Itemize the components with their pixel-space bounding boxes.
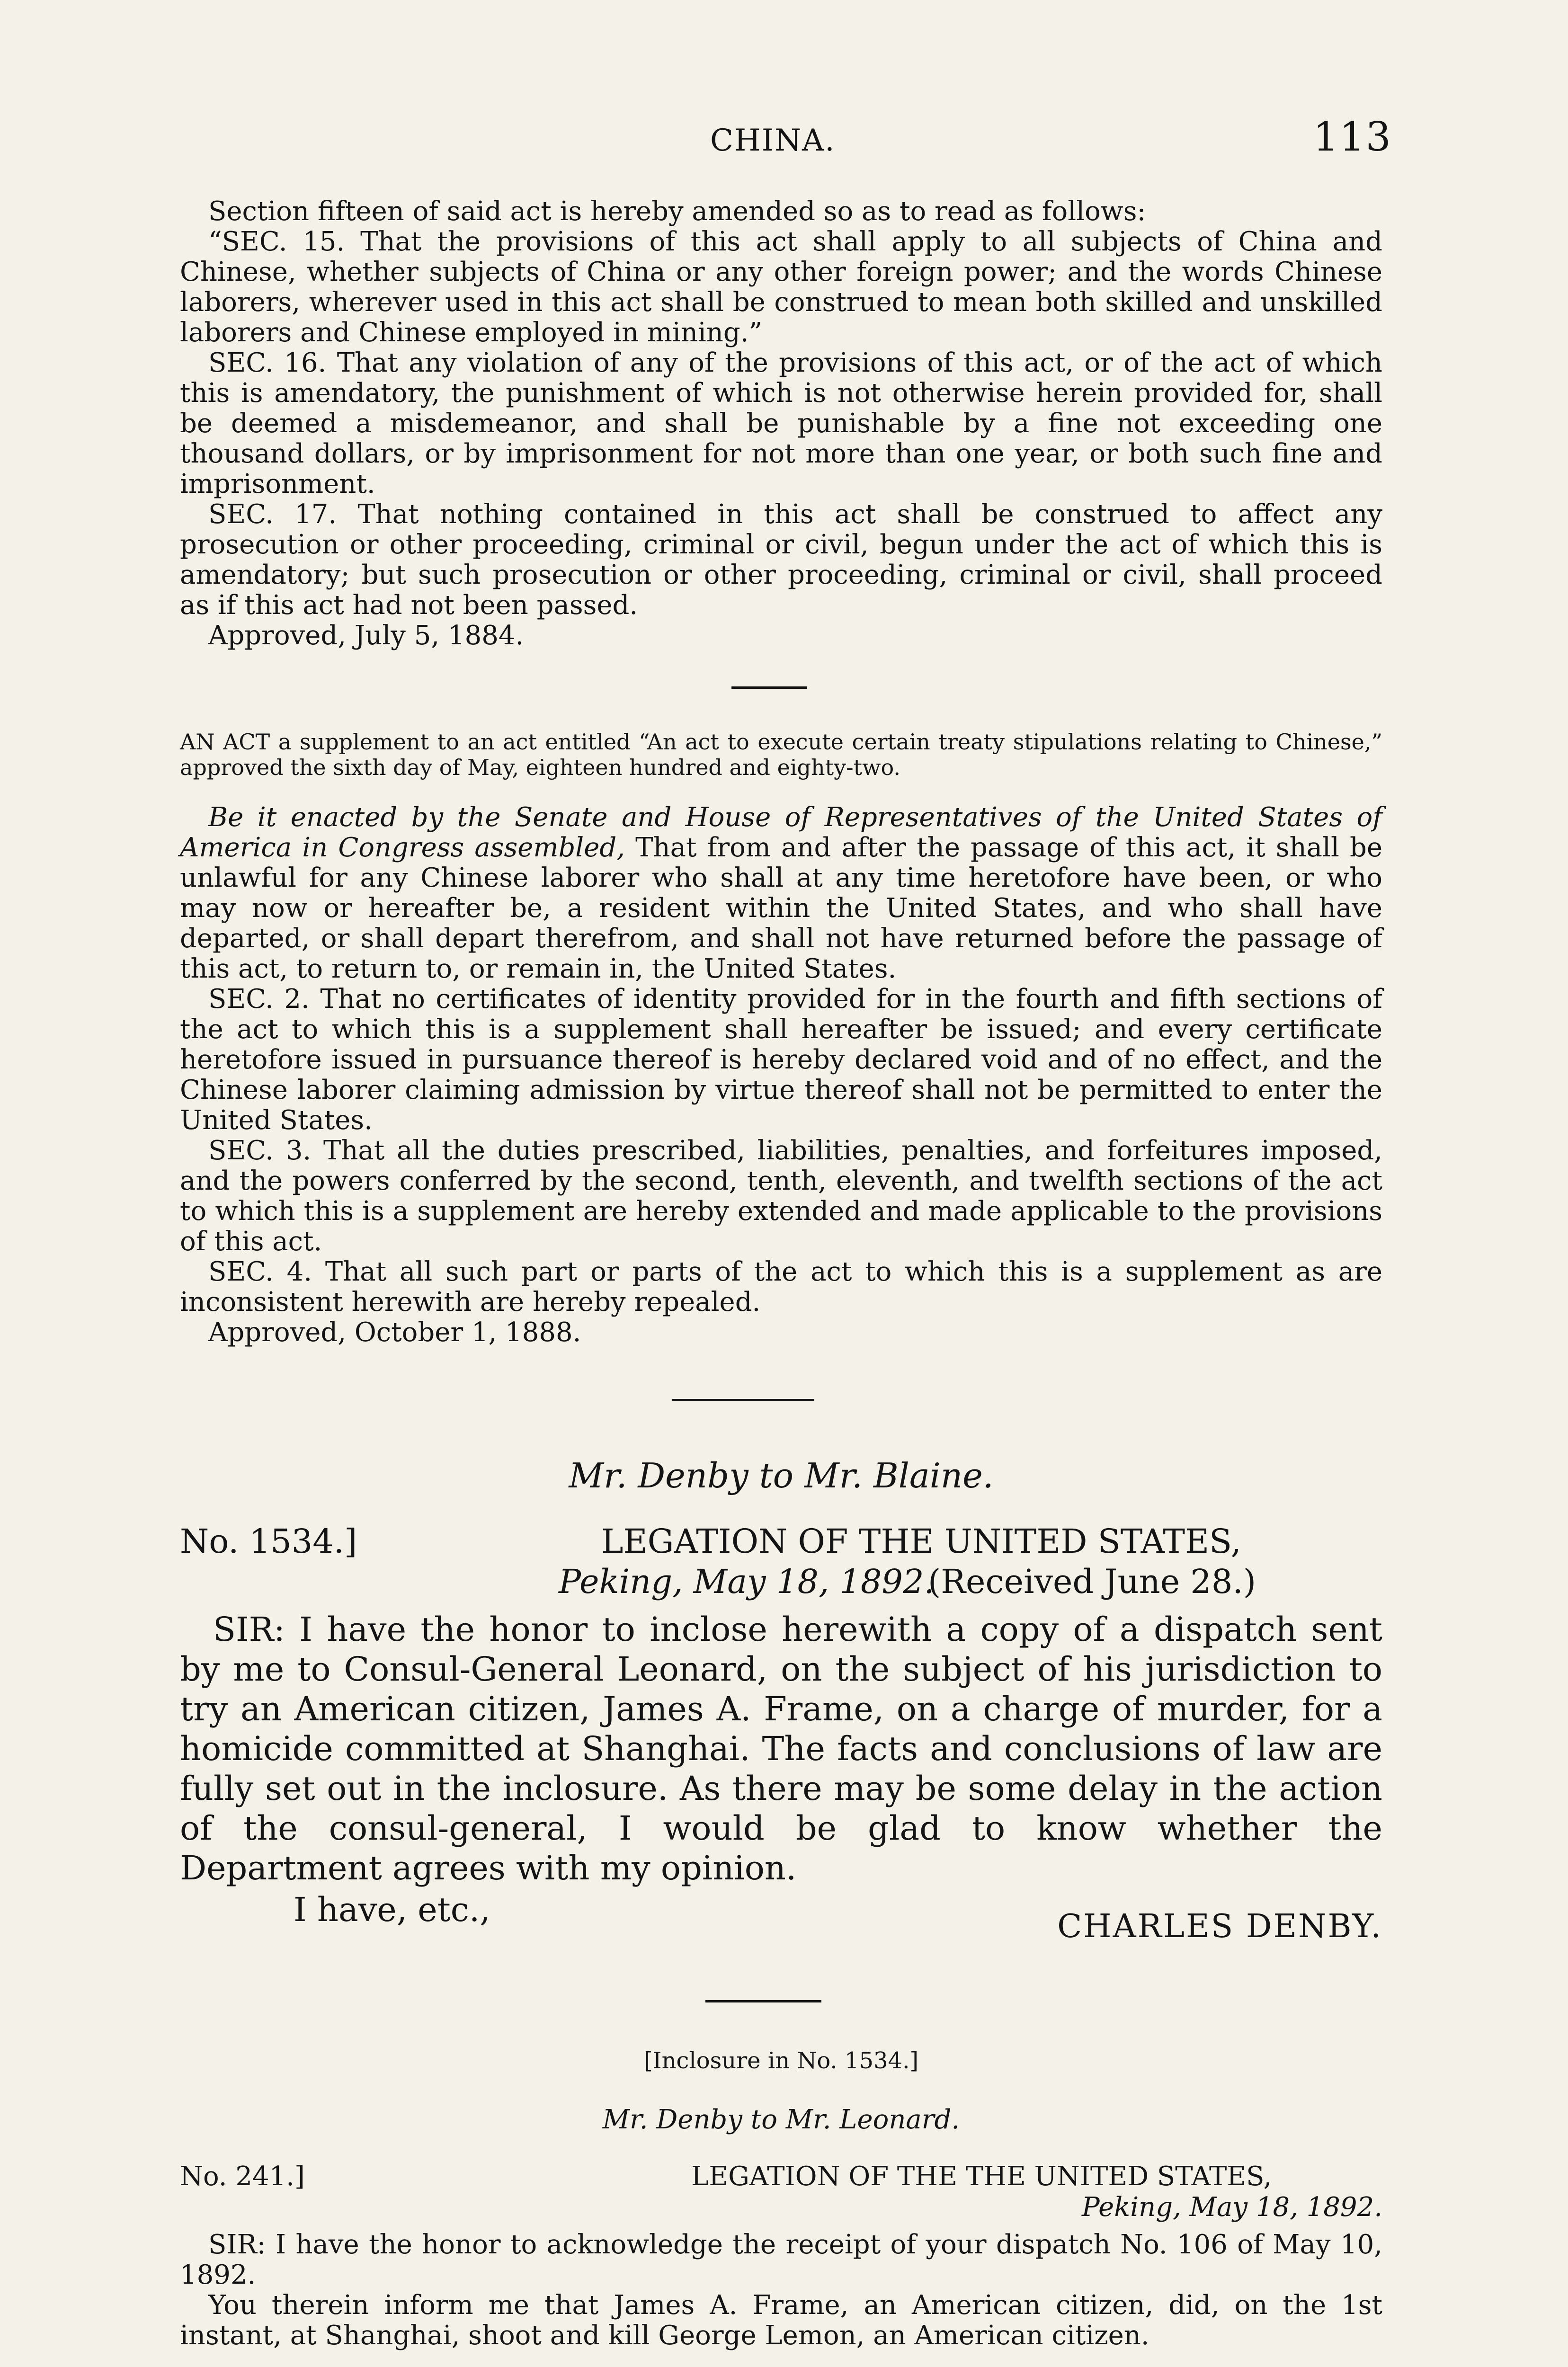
received-date: (Received June 28.) bbox=[928, 1562, 1256, 1601]
paragraph: SEC. 17. That nothing contained in this act shall be construed to affect any prosecution or other proceeding, criminal or civil, begun under the act of which this is amendatory; but such prosecution or other proceeding, criminal or civil, shall proceed as if this act had not been passed. bbox=[180, 499, 1382, 621]
approved-date: Approved, October 1, 1888. bbox=[208, 1317, 581, 1348]
legation-line: LEGATION OF THE THE UNITED STATES, bbox=[691, 2161, 1272, 2192]
divider bbox=[672, 1399, 814, 1401]
letter-heading: Mr. Denby to Mr. Blaine. bbox=[569, 1456, 994, 1495]
signature: CHARLES DENBY. bbox=[1057, 1908, 1382, 1945]
inclosure-note: [Inclosure in No. 1534.] bbox=[643, 2047, 919, 2074]
paragraph: Section fifteen of said act is hereby amended so as to read as follows: bbox=[208, 196, 1146, 227]
approved-date: Approved, July 5, 1884. bbox=[208, 620, 524, 651]
section-amendments bbox=[180, 196, 1382, 651]
paragraph: SEC. 4. That all such part or parts of the act to which this is a supplement as are inconsistent herewith are hereby repealed. bbox=[180, 1256, 1382, 1317]
legation-line: LEGATION OF THE UNITED STATES, bbox=[601, 1522, 1241, 1561]
body-text: SIR: I have the honor to inclose herewith a copy of a dispatch sent by me to Consul-General Leonard, on the subject of his jurisdiction to try an American citizen, James A. Frame, on a charge of murder, for a homicide committed at Shanghai. The facts and conclusions of law are fully set out in the inclosure. As there may be some delay in the action of the consul-general, I would be glad to know whether the Department agrees with my opinion. bbox=[180, 1610, 1382, 1887]
enacting-clause: Be it enacted by the Senate and House of Representatives of the United States of America in Congress assembled, bbox=[180, 802, 1382, 863]
letter2-dateline bbox=[180, 2161, 1382, 2194]
act-caption bbox=[180, 729, 1382, 780]
page-title: CHINA. bbox=[710, 123, 836, 158]
paragraph: “SEC. 15. That the provisions of this act shall apply to all subjects of China and Chinese, whether subjects of China or any other foreign power; and the words Chinese laborers, wherever used in this act shall be construed to mean both skilled and unskilled laborers and Chinese employed in mining.” bbox=[180, 226, 1382, 348]
paragraph: SEC. 16. That any violation of any of the provisions of this act, or of the act of which this is amendatory, the punishment of which is not otherwise herein provided for, shall be deemed a misdemeanor, and shall be punishable by a fine not exceeding one thousand dollars, or by imprisonment for not more than one year, or both such fine and imprisonment. bbox=[180, 347, 1382, 499]
caption-text: AN ACT a supplement to an act entitled “An act to execute certain treaty stipulations relating to Chinese,” approved the sixth day of May, eighteen hundred and eighty-two. bbox=[180, 729, 1382, 780]
closing: I have, etc., bbox=[294, 1890, 490, 1929]
divider bbox=[731, 686, 807, 689]
divider bbox=[705, 2000, 821, 2002]
dispatch-number: No. 241.] bbox=[180, 2161, 305, 2192]
letter2-heading: Mr. Denby to Mr. Leonard. bbox=[602, 2104, 960, 2135]
page-number: 113 bbox=[1313, 114, 1392, 160]
paragraph: SEC. 3. That all the duties prescribed, liabilities, penalties, and forfeitures imposed, and the powers conferred by the second, tenth, eleventh, and twelfth sections of the act to which this is a supplement are hereby extended and made applicable to the provisions of this act. bbox=[180, 1135, 1382, 1257]
enacting-paragraph bbox=[180, 802, 1382, 984]
letter-place bbox=[180, 1562, 1382, 1605]
letter2-body bbox=[180, 2230, 1382, 2351]
letter-dateline bbox=[180, 1522, 1382, 1565]
letter-body bbox=[180, 1610, 1382, 1930]
dispatch-number: No. 1534.] bbox=[180, 1522, 357, 1561]
place-date: Peking, May 18, 1892. bbox=[559, 1562, 935, 1601]
paragraph: You therein inform me that James A. Frame, an American citizen, did, on the 1st instant, at Shanghai, shoot and kill George Lemon, an American citizen. bbox=[180, 2290, 1382, 2351]
act-body bbox=[180, 802, 1382, 1348]
section-1-text: That from and after the passage of this act, it shall be unlawful for any Chinese laborer who shall at any time heretofore have been, or who may now or hereafter be, a resident within the United States, and who shall have departed, or shall depart therefrom, and shall not have returned before the passage of this act, to return to, or remain in, the United States. bbox=[180, 832, 1382, 984]
running-head bbox=[180, 114, 1392, 170]
paragraph: SEC. 2. That no certificates of identity provided for in the fourth and fifth sections of the act to which this is a supplement shall hereafter be issued; and every certificate heretofore issued in pursuance thereof is hereby declared void and of no effect, and the Chinese laborer claiming admission by virtue thereof shall not be permitted to enter the United States. bbox=[180, 984, 1382, 1136]
paragraph: SIR: I have the honor to acknowledge the receipt of your dispatch No. 106 of May 10, 1892. bbox=[180, 2229, 1382, 2290]
letter2-place-date: Peking, May 18, 1892. bbox=[1081, 2192, 1382, 2223]
